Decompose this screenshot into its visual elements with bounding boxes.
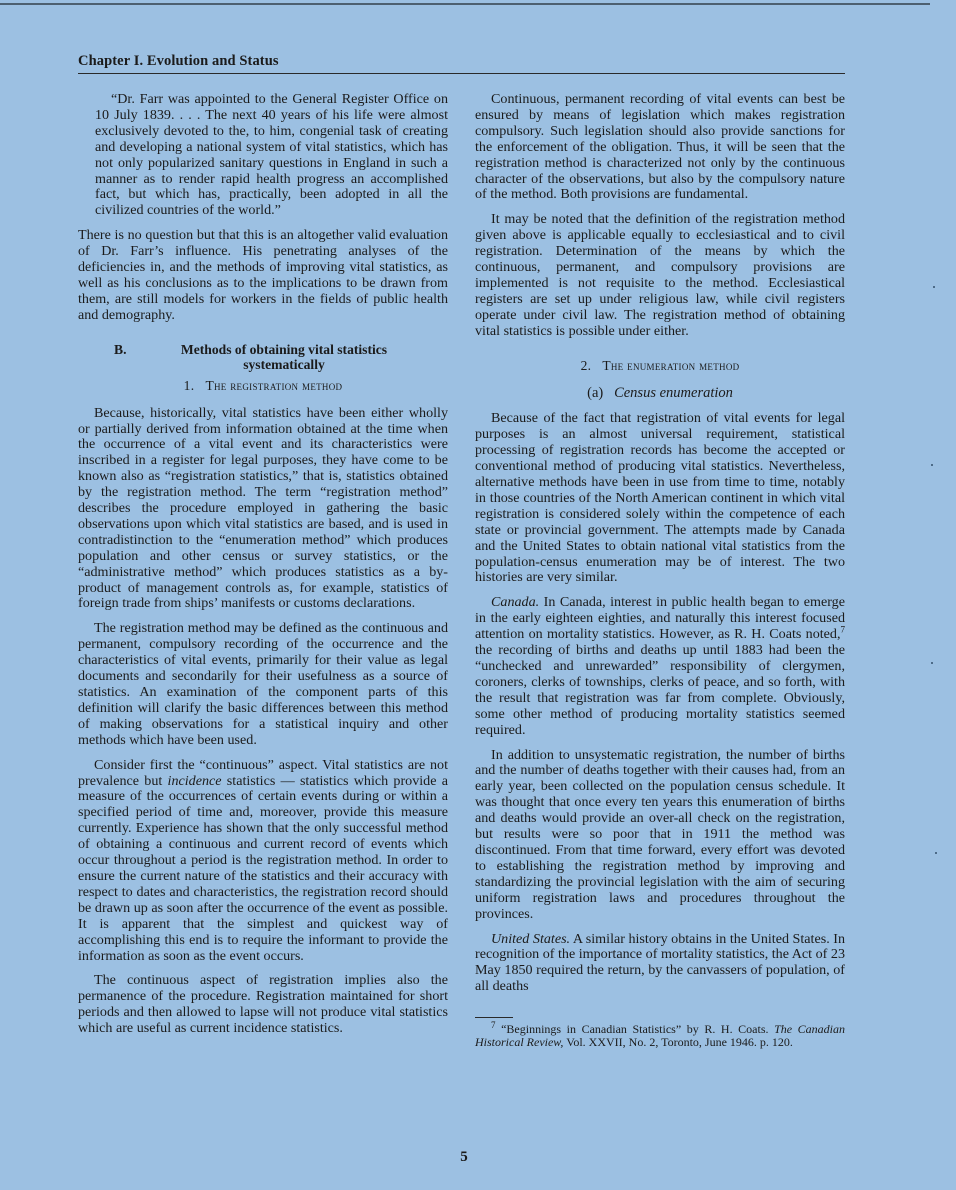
footnote-7 bbox=[475, 1020, 846, 1050]
subsubsection-label: (a) bbox=[587, 384, 604, 401]
footnote-ref: 7 bbox=[840, 624, 845, 635]
subsection-title: The enumeration method bbox=[602, 357, 740, 373]
text-run: Consider first the “continuous” aspect. Vital statistics are not prevalence but bbox=[78, 756, 448, 789]
right-column bbox=[475, 92, 845, 1049]
running-header: Chapter I. Evolution and Status bbox=[78, 53, 279, 69]
text-run: Vol. XXVII, No. 2, Toronto, June 1946. p. 120. bbox=[563, 1035, 793, 1050]
emphasis-incidence: incidence bbox=[167, 772, 222, 789]
subsection-number: 1. bbox=[183, 377, 195, 393]
text-run: In Canada, interest in public health began to emerge in the early eighteen eighties, and naturally this interest focused attention on mortality statistics. However, as R. H. Coats noted, bbox=[475, 594, 845, 643]
text-run: A similar history obtains in the United States. In recognition of the importance of mortality statistics, the Act of 23 May 1850 required the return, by the canvassers of population, of all deaths bbox=[475, 930, 845, 995]
subsubsection-heading-a bbox=[475, 386, 845, 402]
subsection-heading-1 bbox=[78, 378, 448, 394]
subsection-number: 2. bbox=[580, 357, 592, 373]
text-run: the recording of births and deaths up until 1883 had been the “unchecked and unrewarded” responsibility of clergymen, coroners, clerks of townships, clerks of peace, and so forth, with the result that registration was far from complete. Obviously, some other method of producing mortality statistics seemed required. bbox=[475, 642, 845, 738]
paragraph-unsystematic: In addition to unsystematic registration, the number of births and the number of deaths together with their causes had, from an early year, been collected on the population census schedule. It was thought that once every ten years this enumeration of births and deaths would provide an over-all check on the registration, but results were so poor that in 1911 the method was discontinued. From that time forward, every effort was devoted to establishing the registration method by improving and standardizing the provincial legislation with the aim of securing uniform registration laws and procedures throughout the provinces. bbox=[475, 746, 845, 922]
section-letter: B. bbox=[114, 341, 127, 357]
margin-speck bbox=[931, 662, 933, 664]
paragraph-permanence: The continuous aspect of registration implies also the permanence of the procedure. Registration maintained for short periods and then allowed to lapse will not produce vital statistics which are useful as current incidence statistics. bbox=[78, 972, 448, 1037]
top-border-rule bbox=[0, 3, 930, 5]
paragraph-compulsory: Continuous, permanent recording of vital events can best be ensured by means of legislation which makes registration compulsory. Such legislation should also provide sanctions for the enforcement of the obligation. Thus, it will be seen that the registration method is characterized not only by the continuous character of the observations, but also by the compulsory nature of the method. Both provisions are fundamental. bbox=[475, 91, 845, 203]
farr-quote: “Dr. Farr was appointed to the General Register Office on 10 July 1839. . . . The next 40 years of his life were almost exclusively devoted to the, to him, congenial task of creating and developing a national system of vital statistics, which has not only popularized sanitary questions in England in such a manner as to render rapid health progress an accomplished fact, but which has, practically, been adopted in all the civilized countries of the world.” bbox=[95, 91, 448, 219]
paragraph-continuous-aspect bbox=[78, 758, 448, 965]
subsection-heading-2 bbox=[475, 358, 845, 374]
paragraph-united-states bbox=[475, 932, 845, 996]
text-run: statistics — statistics which provide a measure of the occurrences of certain events during or within a specified period of time and, moreover, provide this measure currently. Experience has shown that the only successful method of obtaining a continuous and current record of events which occur throughout a period is the registration method. In order to ensure the current nature of the statistics and their accuracy with respect to dates and characteristics, the registration record should be drawn up as soon after the occurrence of the event as possible. It is apparent that the simplest and quickest way of accomplishing this end is to require the informant to provide the information as soon as the event occurs. bbox=[78, 772, 448, 964]
margin-speck bbox=[933, 286, 935, 288]
subsection-title: The registration method bbox=[205, 377, 343, 393]
margin-speck bbox=[935, 852, 937, 854]
footnote-rule bbox=[475, 1017, 513, 1018]
subsubsection-title: Census enumeration bbox=[614, 384, 733, 401]
text-run: “Beginnings in Canadian Statistics” by R. H. Coats. bbox=[495, 1022, 775, 1037]
run-in-heading-canada: Canada. bbox=[491, 594, 540, 611]
paragraph-legal-purposes: Because of the fact that registration of vital events for legal purposes is an almost universal requirement, statistical processing of registration records has become the accepted or conventional method of producing vital statistics. Nevertheless, alternative methods have been in use from time to time, notably in those countries of the North American continent in which vital registration is considered solely within the competence of each state or provincial government. The attempts made by Canada and the United States to obtain national vital statistics from the population-census enumeration may be of interest. The two histories are very similar. bbox=[475, 410, 845, 586]
journal-title: The Canadian Historical Review, bbox=[475, 1022, 846, 1050]
section-title: Methods of obtaining vital statistics systematically bbox=[180, 341, 388, 372]
left-column bbox=[78, 92, 448, 1046]
paragraph-canada bbox=[475, 595, 845, 738]
run-in-heading-united-states: United States. bbox=[491, 930, 571, 947]
paragraph-ecclesiastical: It may be noted that the definition of the registration method given above is applicable equally to ecclesiastical and to civil registration. Determination of the means by which the continuous, permanent, and compulsory provisions are implemented is not requisite to the method. Ecclesiastical registers are set up under religious law, while civil registers operate under civil law. The registration method of obtaining vital statistics is possible under either. bbox=[475, 211, 845, 339]
page-number: 5 bbox=[460, 1149, 468, 1165]
footnote-number: 7 bbox=[491, 1020, 496, 1031]
header-rule bbox=[78, 73, 845, 74]
paragraph-because-historically: Because, historically, vital statistics have been either wholly or partially derived from information obtained at the time when the occurrence of a vital event and its characteristics were inscribed in a register for legal purposes, they have come to be known also as “registration statistics,” that is, statistics obtained by the registration method. The term “registration method” describes the procedure employed in gathering the basic observations upon which vital statistics are based, and is used in contradistinction to the “enumeration method” which produces population and other census or survey statistics, or the “administrative method” which produces statistics as a by-product of management controls as, for example, statistics of foreign trade from ships’ manifests or customs declarations. bbox=[78, 404, 448, 612]
paragraph-method-defined: The registration method may be defined as the continuous and permanent, compulsory recording of the occurrence and the characteristics of vital events, primarily for their value as legal documents and secondarily for their usefulness as a source of statistics. An examination of the component parts of this definition will clarify the basic differences between this method of making observations for a statistical inquiry and other methods which have been used. bbox=[78, 620, 448, 748]
section-heading-b bbox=[78, 342, 448, 372]
margin-speck bbox=[931, 464, 933, 466]
paragraph-farr-evaluation: There is no question but that this is an altogether valid evaluation of Dr. Farr’s influence. His penetrating analyses of the deficiencies in, and the methods of improving vital statistics, as well as his conclusions as to the implications to be drawn from them, are still models for workers in the fields of public health and demography. bbox=[78, 227, 448, 323]
